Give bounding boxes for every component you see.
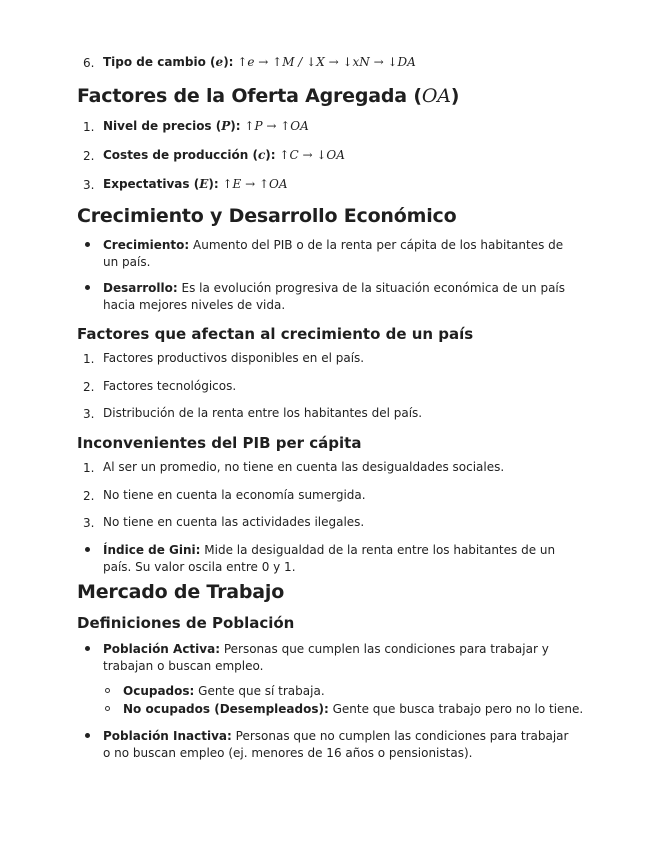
bullet-item-poblacion-inactiva: Población Inactiva: Personas que no cumplen las condiciones para trabajar o no buscan empleo (ej. menores de 16 años o pensionistas). (103, 729, 569, 760)
list-number: 1. (83, 352, 95, 366)
sub-bullet-circle (105, 688, 110, 693)
list-item: Al ser un promedio, no tiene en cuenta las desigualdades sociales. (103, 460, 505, 474)
section-heading-mercado-trabajo: Mercado de Trabajo (77, 581, 285, 603)
formula: ↑e → ↑M / ↓X → ↓xN → ↓DA (237, 55, 416, 69)
list-number: 6. (83, 56, 95, 70)
list-number: 1. (83, 461, 95, 475)
sub-bullet-item-ocupados: Ocupados: Gente que sí trabaja. (123, 684, 325, 698)
bullet-item-crecimiento: Crecimiento: Aumento del PIB o de la renta per cápita de los habitantes de un país. (103, 238, 564, 269)
bullet-dot (85, 733, 90, 738)
list-item-tipo-cambio: Tipo de cambio (e): ↑e → ↑M / ↓X → ↓xN → ↓DA (103, 55, 416, 69)
list-number: 2. (83, 149, 95, 163)
list-item: No tiene en cuenta la economía sumergida. (103, 488, 366, 502)
bullet-dot (85, 547, 90, 552)
bullet-dot (85, 285, 90, 290)
subheading-inconvenientes-pib: Inconvenientes del PIB per cápita (77, 434, 362, 452)
formula: ↑E → ↑OA (222, 177, 288, 191)
bullet-item-poblacion-activa: Población Activa: Personas que cumplen las condiciones para trabajar y trabajan o buscan empleo. (103, 642, 549, 673)
list-item: No tiene en cuenta las actividades ilegales. (103, 515, 365, 529)
bullet-dot (85, 646, 90, 651)
list-item-nivel-precios: Nivel de precios (P): ↑P → ↑OA (103, 119, 309, 133)
list-number: 1. (83, 120, 95, 134)
list-number: 3. (83, 407, 95, 421)
list-item-costes-produccion: Costes de producción (c): ↑C → ↓OA (103, 148, 345, 162)
list-number: 2. (83, 489, 95, 503)
list-item-expectativas: Expectativas (E): ↑E → ↑OA (103, 177, 288, 191)
list-item: Factores tecnológicos. (103, 379, 237, 393)
bullet-item-indice-gini: Índice de Gini: Mide la desigualdad de la renta entre los habitantes de un país. Su valor oscila entre 0 y 1. (103, 543, 556, 574)
sub-bullet-item-no-ocupados: No ocupados (Desempleados): Gente que busca trabajo pero no lo tiene. (123, 702, 584, 716)
list-item: Factores productivos disponibles en el país. (103, 351, 365, 365)
list-item: Distribución de la renta entre los habitantes del país. (103, 406, 423, 420)
list-number: 2. (83, 380, 95, 394)
list-number: 3. (83, 178, 95, 192)
subheading-factores-crecimiento: Factores que afectan al crecimiento de un país (77, 325, 474, 343)
formula: ↑C → ↓OA (279, 148, 345, 162)
bullet-dot (85, 242, 90, 247)
list-number: 3. (83, 516, 95, 530)
formula: ↑P → ↑OA (244, 119, 309, 133)
section-heading-oferta-agregada: Factores de la Oferta Agregada (OA) (77, 85, 460, 107)
bullet-item-desarrollo: Desarrollo: Es la evolución progresiva de la situación económica de un país hacia mejores niveles de vida. (103, 281, 566, 312)
subheading-definiciones-poblacion: Definiciones de Población (77, 614, 295, 632)
sub-bullet-circle (105, 706, 110, 711)
section-heading-crecimiento: Crecimiento y Desarrollo Económico (77, 205, 457, 227)
